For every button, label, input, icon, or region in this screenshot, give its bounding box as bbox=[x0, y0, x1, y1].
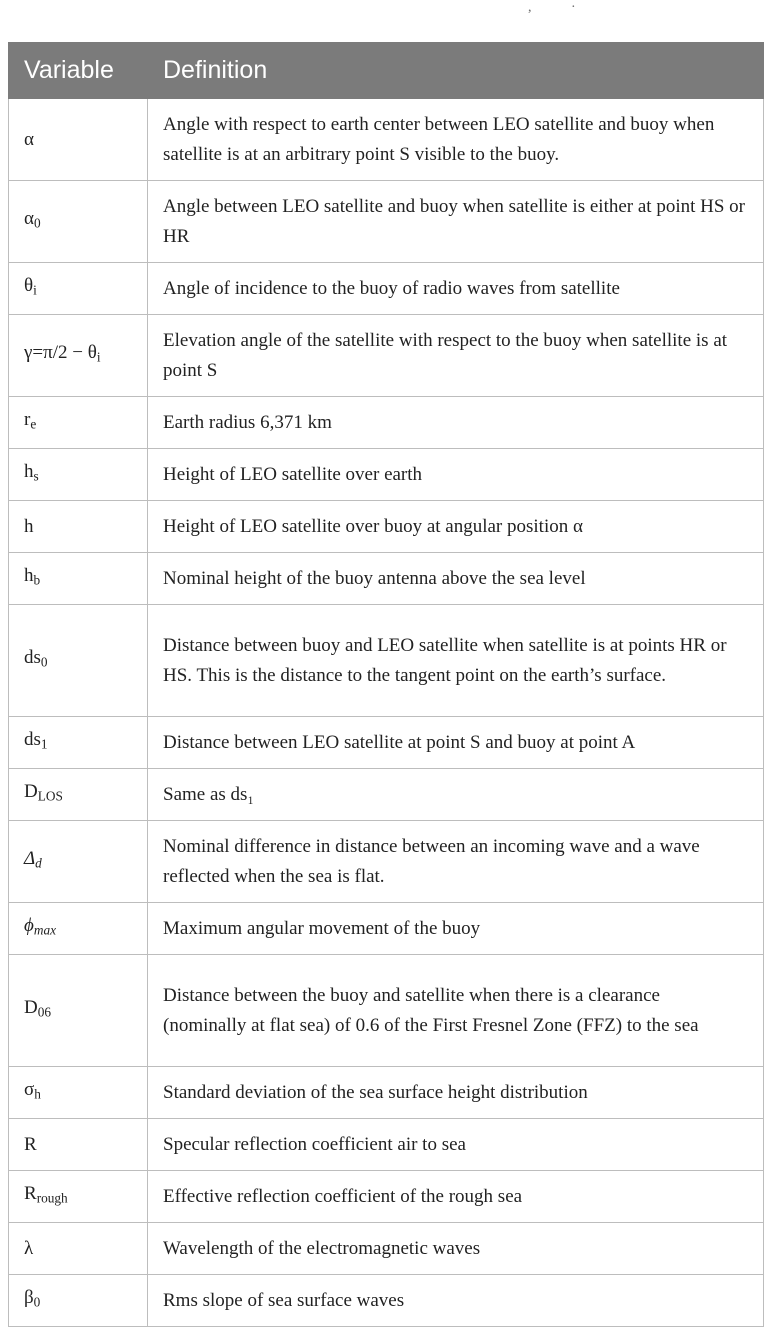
definition-cell: Distance between buoy and LEO satellite when satellite is at points HR or HS. This is the distance to the tangent point on the earth’s surface. bbox=[148, 605, 764, 717]
variable-symbol: h bbox=[24, 461, 34, 483]
table-row bbox=[9, 553, 764, 605]
variable-subscript: rough bbox=[36, 1190, 68, 1206]
table-row bbox=[9, 903, 764, 955]
column-header-variable: Variable bbox=[9, 43, 148, 99]
definition-cell: Effective reflection coefficient of the rough sea bbox=[148, 1171, 764, 1223]
variable-symbol: β bbox=[24, 1287, 34, 1309]
variable-symbol: λ bbox=[24, 1237, 34, 1259]
table-row bbox=[9, 181, 764, 263]
definition-cell: Wavelength of the electromagnetic waves bbox=[148, 1223, 764, 1275]
variable-symbol: α bbox=[24, 128, 34, 150]
table-row bbox=[9, 263, 764, 315]
variable-symbol: σ bbox=[24, 1079, 35, 1101]
variable-symbol: ds bbox=[24, 647, 41, 669]
definition-cell: Maximum angular movement of the buoy bbox=[148, 903, 764, 955]
table-body bbox=[9, 99, 764, 1327]
table-row bbox=[9, 1067, 764, 1119]
table-row bbox=[9, 1119, 764, 1171]
variable-cell bbox=[9, 821, 148, 903]
variable-cell bbox=[9, 1223, 148, 1275]
variable-subscript: 06 bbox=[37, 1004, 52, 1020]
variable-symbol: ϕ bbox=[24, 915, 34, 937]
table-row bbox=[9, 99, 764, 181]
variable-cell bbox=[9, 315, 148, 397]
definition-cell: Angle of incidence to the buoy of radio waves from satellite bbox=[148, 263, 764, 315]
definition-cell: Angle with respect to earth center between LEO satellite and buoy when satellite is at an arbitrary point S visible to the buoy. bbox=[148, 99, 764, 181]
variable-symbol: r bbox=[24, 409, 31, 431]
variable-cell bbox=[9, 1119, 148, 1171]
variable-cell bbox=[9, 263, 148, 315]
variable-symbol: h bbox=[24, 565, 34, 587]
variable-subscript: h bbox=[34, 1086, 41, 1102]
variable-cell bbox=[9, 903, 148, 955]
definition-cell: Nominal difference in distance between an incoming wave and a wave reflected when the sea is flat. bbox=[148, 821, 764, 903]
variable-symbol: R bbox=[24, 1183, 37, 1205]
table-row bbox=[9, 501, 764, 553]
variable-symbol: h bbox=[24, 515, 34, 537]
definition-cell: Height of LEO satellite over earth bbox=[148, 449, 764, 501]
table-row bbox=[9, 717, 764, 769]
variable-subscript: s bbox=[33, 468, 39, 484]
definition-cell: Distance between LEO satellite at point S and buoy at point A bbox=[148, 717, 764, 769]
variable-symbol: D bbox=[24, 997, 38, 1019]
definition-cell: Earth radius 6,371 km bbox=[148, 397, 764, 449]
variable-symbol: θ bbox=[24, 275, 34, 297]
variable-cell bbox=[9, 553, 148, 605]
variable-symbol: D bbox=[24, 781, 38, 803]
variable-symbol: γ=π/2 − θ bbox=[24, 342, 97, 364]
variable-cell bbox=[9, 397, 148, 449]
table-row bbox=[9, 1223, 764, 1275]
definition-cell: Rms slope of sea surface waves bbox=[148, 1275, 764, 1327]
variable-subscript: 0 bbox=[40, 654, 48, 670]
variable-subscript: d bbox=[35, 855, 42, 871]
variable-subscript: 1 bbox=[40, 736, 48, 752]
variable-subscript: 0 bbox=[33, 1294, 41, 1310]
definition-cell: Nominal height of the buoy antenna above the sea level bbox=[148, 553, 764, 605]
table-row bbox=[9, 821, 764, 903]
definition-cell: Standard deviation of the sea surface height distribution bbox=[148, 1067, 764, 1119]
definition-cell: Specular reflection coefficient air to sea bbox=[148, 1119, 764, 1171]
definition-cell: Height of LEO satellite over buoy at angular position α bbox=[148, 501, 764, 553]
variable-cell bbox=[9, 1171, 148, 1223]
table-row bbox=[9, 605, 764, 717]
variable-subscript: e bbox=[30, 416, 37, 432]
variable-symbol: α bbox=[24, 208, 34, 230]
definition-cell: Elevation angle of the satellite with respect to the buoy when satellite is at point S bbox=[148, 315, 764, 397]
variable-cell bbox=[9, 501, 148, 553]
variable-symbol: Δ bbox=[24, 848, 36, 870]
variable-subscript: LOS bbox=[37, 788, 63, 804]
definition-cell: Distance between the buoy and satellite when there is a clearance (nominally at flat sea) of 0.6 of the First Fresnel Zone (FFZ) to the sea bbox=[148, 955, 764, 1067]
variable-subscript: i bbox=[33, 282, 37, 298]
table-row bbox=[9, 1275, 764, 1327]
column-header-definition: Definition bbox=[148, 43, 764, 99]
variable-cell bbox=[9, 955, 148, 1067]
variable-cell bbox=[9, 605, 148, 717]
table-row bbox=[9, 315, 764, 397]
definition-cell: Angle between LEO satellite and buoy when satellite is either at point HS or HR bbox=[148, 181, 764, 263]
variable-subscript: i bbox=[96, 349, 101, 365]
variable-subscript: max bbox=[33, 922, 56, 938]
variable-subscript: 0 bbox=[33, 215, 41, 231]
variable-cell bbox=[9, 449, 148, 501]
variable-symbol: ds bbox=[24, 729, 41, 751]
table-header-row bbox=[9, 43, 764, 99]
variable-cell bbox=[9, 717, 148, 769]
variable-cell bbox=[9, 99, 148, 181]
stray-marks: , · bbox=[528, 0, 594, 15]
definition-cell: Same as ds₁ bbox=[148, 769, 764, 821]
table-row bbox=[9, 1171, 764, 1223]
variable-cell bbox=[9, 769, 148, 821]
table-row bbox=[9, 769, 764, 821]
variable-subscript: b bbox=[33, 572, 41, 588]
variable-cell bbox=[9, 1275, 148, 1327]
variable-symbol: R bbox=[24, 1133, 37, 1155]
table-row bbox=[9, 955, 764, 1067]
variable-definition-table bbox=[8, 42, 764, 1327]
table-row bbox=[9, 449, 764, 501]
variable-cell bbox=[9, 181, 148, 263]
table-row bbox=[9, 397, 764, 449]
variable-cell bbox=[9, 1067, 148, 1119]
